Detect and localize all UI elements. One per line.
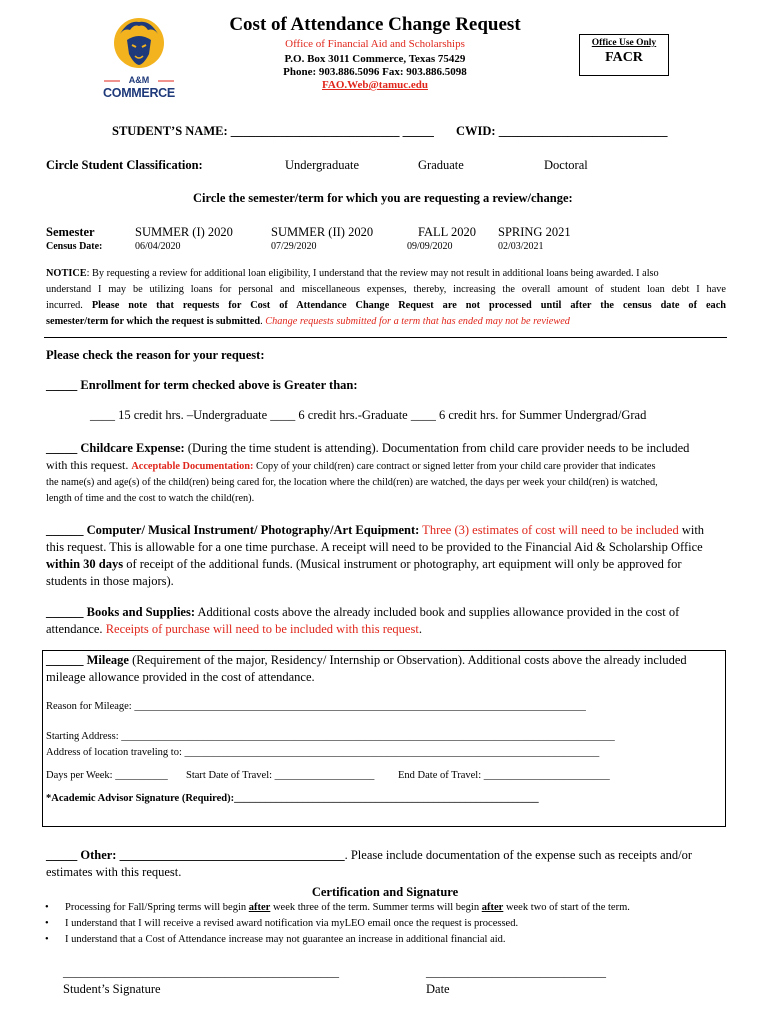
semester-label: Semester — [46, 225, 95, 239]
cwid-field[interactable]: CWID: ___________________________ — [456, 124, 668, 138]
census-date-summer-1: 06/04/2020 — [135, 241, 181, 252]
reason-heading: Please check the reason for your request: — [46, 348, 265, 362]
certification-heading: Certification and Signature — [311, 885, 459, 899]
mileage-section — [46, 652, 722, 686]
childcare-docs-label: Acceptable Documentation: — [131, 461, 254, 472]
term-fall[interactable]: FALL 2020 — [418, 225, 476, 239]
classification-doctoral[interactable]: Doctoral — [544, 158, 588, 172]
bullet-item: • I understand that a Cost of Attendance increase may not guarantee an increase in additional financial aid. — [45, 934, 506, 945]
other-section — [46, 847, 726, 881]
notice-line-4b: . — [260, 316, 266, 327]
census-date-summer-2: 07/29/2020 — [271, 241, 317, 252]
childcare-line-2a: with this request. — [46, 458, 132, 472]
books-section — [46, 604, 726, 638]
bullet-item: • Processing for Fall/Spring terms will begin after week three of the term. Summer terms will begin after week two of start of the term. — [45, 902, 630, 913]
starting-address-field[interactable]: Starting Address: ______________________________________________________________________________________________ — [46, 731, 615, 742]
computer-within-30-days: within 30 days — [46, 557, 124, 571]
office-use-code: FACR — [605, 50, 643, 65]
books-line-1: Additional costs above the already included book and supplies allowance provided in the cost of — [195, 605, 680, 619]
childcare-line-1: (During the time student is attending). Documentation from child care provider needs to be included — [184, 441, 690, 455]
childcare-line-4: length of time and the cost to watch the child(ren). — [46, 493, 255, 504]
other-option[interactable]: _____ Other: ____________________________________ — [46, 848, 345, 862]
books-line-2c: . — [418, 622, 422, 636]
notice-line-3a: incurred. — [46, 300, 92, 311]
computer-estimates-note: Three (3) estimates of cost will need to be included — [419, 523, 679, 537]
notice-paragraph — [46, 266, 726, 330]
notice-line-2: understand I may be utilizing loans for personal and miscellaneous expenses, thereby, increasing the overall amount of student loan debt I have — [46, 284, 726, 295]
mileage-line-1: (Requirement of the major, Residency/ Internship or Observation). Additional costs above the already included — [128, 653, 687, 667]
childcare-section — [46, 440, 726, 507]
days-per-week-field[interactable]: Days per Week: __________ — [46, 770, 168, 781]
page-title: Cost of Attendance Change Request — [229, 14, 521, 35]
computer-line-1b: with — [678, 523, 705, 537]
classification-label: Circle Student Classification: — [46, 158, 203, 172]
term-spring[interactable]: SPRING 2021 — [498, 225, 571, 239]
logo-text-am: A&M — [128, 75, 150, 85]
logo-text-commerce: COMMERCE — [103, 86, 175, 100]
census-date-fall: 09/09/2020 — [407, 241, 453, 252]
mileage-line-2: mileage allowance provided in the cost of attendance. — [46, 670, 315, 684]
notice-line-3b: Please note that requests for Cost of Attendance Change Request are not processed until after the census date of each — [91, 300, 726, 311]
office-phone: Phone: 903.886.5096 Fax: 903.886.5098 — [283, 66, 467, 78]
certification-bullets — [45, 900, 725, 948]
childcare-line-2c: Copy of your child(ren) care contract or signed letter from your child care provider that indicates — [253, 461, 656, 472]
date-label: Date — [426, 982, 450, 996]
computer-line-3b: of receipt of the additional funds. (Musical instrument or photography, art equipment will only be approved for — [123, 557, 682, 571]
computer-section — [46, 522, 726, 590]
student-signature-label: Student’s Signature — [63, 982, 161, 996]
office-use-box — [579, 34, 669, 76]
notice-line-1: : By requesting a review for additional loan eligibility, I understand that the review may not result in additional loans being awarded. I also — [86, 268, 659, 279]
destination-address-field[interactable]: Address of location traveling to: _______________________________________________________________________________ — [46, 747, 600, 758]
end-date-field[interactable]: End Date of Travel: ________________________ — [398, 770, 610, 781]
other-line-2: estimates with this request. — [46, 865, 182, 879]
classification-graduate[interactable]: Graduate — [418, 158, 464, 172]
other-line-1: . Please include documentation of the expense such as receipts and/or — [344, 848, 693, 862]
computer-option[interactable]: ______ Computer/ Musical Instrument/ Photography/Art Equipment: — [46, 523, 420, 537]
office-use-label: Office Use Only — [591, 38, 657, 48]
census-date-spring: 02/03/2021 — [498, 241, 544, 252]
enrollment-credit-options[interactable]: ____ 15 credit hrs. –Undergraduate ____ 6 credit hrs.-Graduate ____ 6 credit hrs. for Summer Undergrad/Grad — [90, 408, 647, 422]
notice-label: NOTICE — [46, 268, 87, 279]
term-summer-1[interactable]: SUMMER (I) 2020 — [135, 225, 233, 239]
office-email-link[interactable]: FAO.Web@tamuc.edu — [322, 79, 428, 91]
mileage-reason-field[interactable]: Reason for Mileage: ______________________________________________________________________________________ — [46, 701, 586, 712]
office-name: Office of Financial Aid and Scholarships — [285, 38, 465, 50]
student-signature-line[interactable]: ______________________________________________ — [63, 965, 339, 979]
childcare-line-3: the name(s) and age(s) of the child(ren) being cared for, the location where the child(ren) are watched, the days per week your child(ren) is watched, — [46, 477, 658, 488]
census-label: Census Date: — [46, 241, 103, 252]
books-receipts-note: Receipts of purchase will need to be included with this request — [105, 622, 419, 636]
student-name-field[interactable]: STUDENT’S NAME: ___________________________ _____ — [112, 124, 434, 138]
advisor-signature-field[interactable]: *Academic Advisor Signature (Required):__________________________________________________________ — [46, 793, 539, 804]
bullet-item: • I understand that I will receive a revised award notification via myLEO email once the request is processed. — [45, 918, 519, 929]
start-date-field[interactable]: Start Date of Travel: ___________________ — [186, 770, 375, 781]
notice-line-4a: semester/term for which the request is submitted — [46, 316, 261, 327]
section-divider — [44, 337, 727, 338]
enrollment-option[interactable]: _____ Enrollment for term checked above is Greater than: — [46, 378, 358, 392]
term-summer-2[interactable]: SUMMER (II) 2020 — [271, 225, 374, 239]
mileage-option[interactable]: ______ Mileage — [46, 653, 129, 667]
computer-line-4: students in those majors). — [46, 574, 174, 588]
books-line-2a: attendance. — [46, 622, 106, 636]
classification-undergraduate[interactable]: Undergraduate — [285, 158, 360, 172]
computer-line-2: this request. This is allowable for a one time purchase. A receipt will need to be provided to the Financial Aid & Scholarship Office — [46, 540, 703, 554]
notice-warning: Change requests submitted for a term that has ended may not be reviewed — [265, 316, 570, 327]
childcare-option[interactable]: _____ Childcare Expense: — [46, 441, 185, 455]
office-address: P.O. Box 3011 Commerce, Texas 75429 — [284, 53, 466, 65]
semester-instruction: Circle the semester/term for which you are requesting a review/change: — [193, 191, 573, 205]
date-line[interactable]: ______________________________ — [426, 965, 606, 979]
university-logo — [98, 14, 180, 104]
books-option[interactable]: ______ Books and Supplies: — [46, 605, 196, 619]
